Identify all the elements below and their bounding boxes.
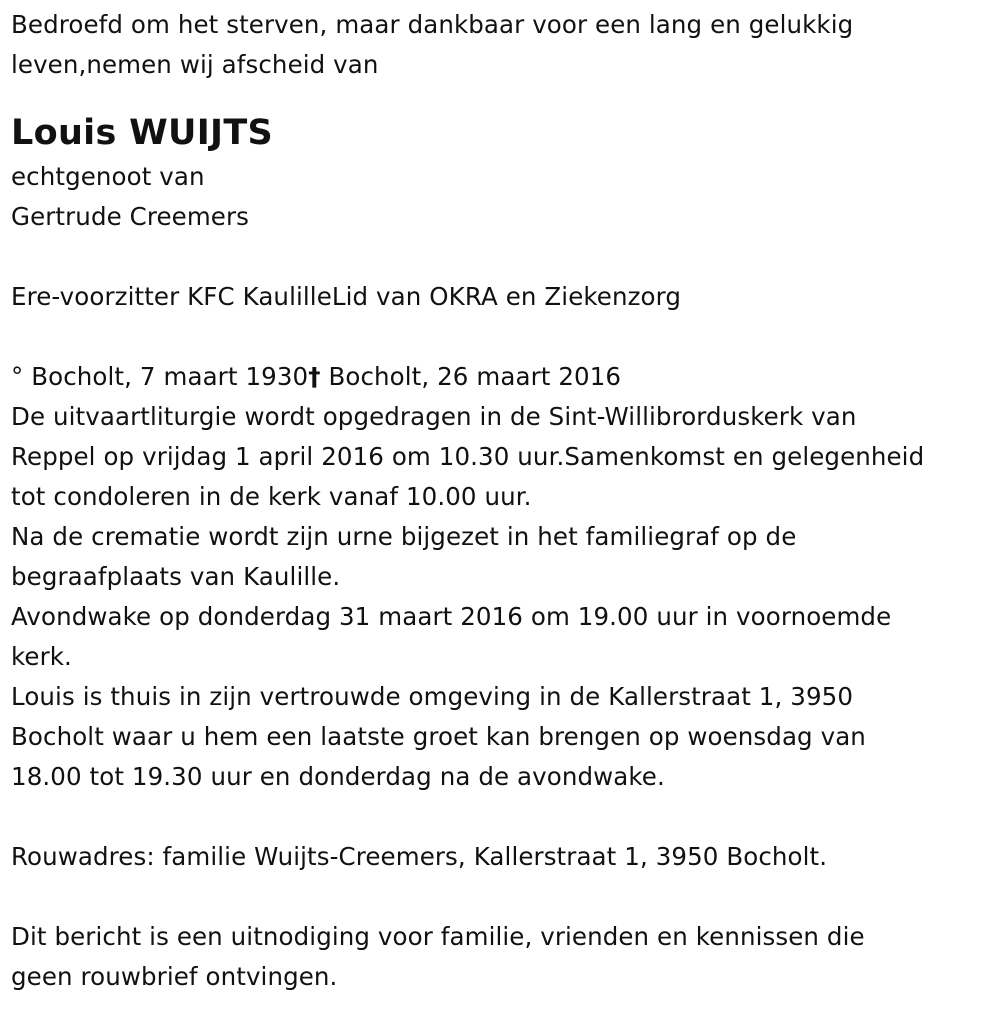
closing-line-1: Dit bericht is een uitnodiging voor familie, vrienden en kennissen die	[11, 922, 865, 951]
spacer	[11, 797, 988, 837]
liturgy-line-3: tot condoleren in de kerk vanaf 10.00 uur.	[11, 482, 532, 511]
life-dates	[11, 357, 988, 397]
liturgy-line-2: Reppel op vrijdag 1 april 2016 om 10.30 uur.Samenkomst en gelegenheid	[11, 442, 925, 471]
wake-line-2: kerk.	[11, 642, 72, 671]
cremation-line-1: Na de crematie wordt zijn urne bijgezet in het familiegraf op de	[11, 522, 797, 551]
relation-line-2: Gertrude Creemers	[11, 202, 250, 231]
deceased-name: Louis WUIJTS	[11, 113, 274, 153]
wake-line-1: Avondwake op donderdag 31 maart 2016 om 19.00 uur in voornoemde	[11, 602, 892, 631]
home-line-3: 18.00 tot 19.30 uur en donderdag na de avondwake.	[11, 762, 665, 791]
mourning-address: Rouwadres: familie Wuijts-Creemers, Kallerstraat 1, 3950 Bocholt.	[11, 842, 828, 871]
home-line-1: Louis is thuis in zijn vertrouwde omgeving in de Kallerstraat 1, 3950	[11, 682, 854, 711]
relation-line-1: echtgenoot van	[11, 162, 205, 191]
closing-line-2: geen rouwbrief ontvingen.	[11, 962, 338, 991]
memberships: Ere-voorzitter KFC KaulilleLid van OKRA en Ziekenzorg	[11, 282, 682, 311]
spacer	[11, 317, 988, 357]
spacer	[11, 877, 988, 917]
intro-line-1: Bedroefd om het sterven, maar dankbaar voor een lang en gelukkig	[11, 10, 854, 39]
liturgy-line-1: De uitvaartliturgie wordt opgedragen in de Sint-Willibrorduskerk van	[11, 402, 857, 431]
dagger-icon: †	[308, 362, 321, 391]
birth-date: ° Bocholt, 7 maart 1930	[11, 362, 309, 391]
spacer	[11, 85, 988, 109]
death-date: Bocholt, 26 maart 2016	[320, 362, 622, 391]
cremation-line-2: begraafplaats van Kaulille.	[11, 562, 341, 591]
intro-line-2: leven,nemen wij afscheid van	[11, 50, 379, 79]
spacer	[11, 237, 988, 277]
home-line-2: Bocholt waar u hem een laatste groet kan brengen op woensdag van	[11, 722, 866, 751]
